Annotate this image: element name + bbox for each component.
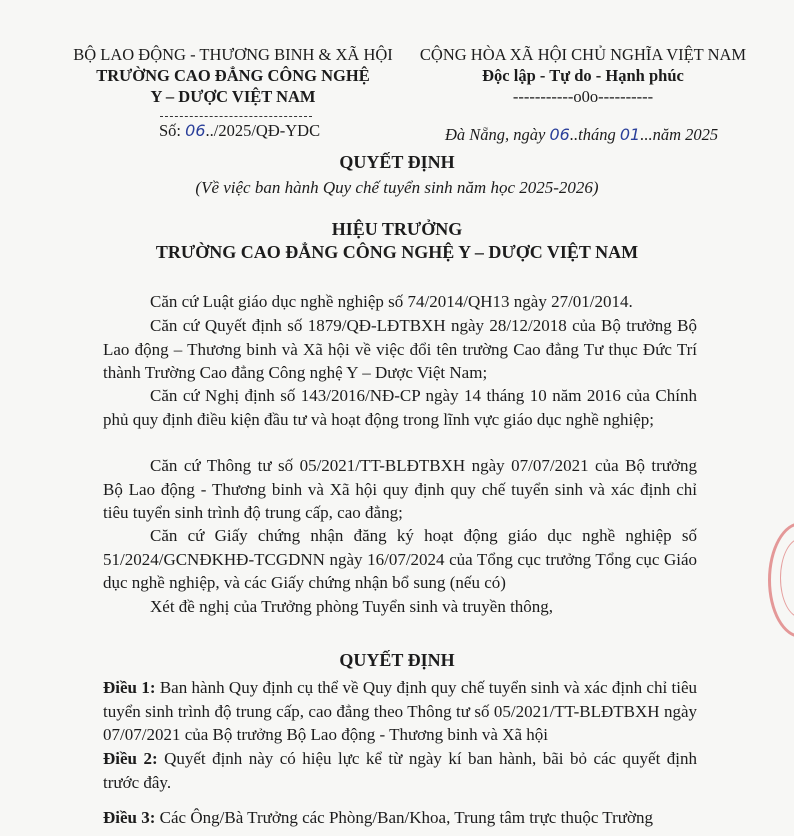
national-motto-block <box>398 44 768 107</box>
motto-divider: -----------o0o---------- <box>512 87 654 106</box>
basis-paragraph: Căn cứ Quyết định số 1879/QĐ-LĐTBXH ngày 28/12/2018 của Bộ trưởng Bộ Lao động – Thương binh và Xã hội về việc đổi tên trường Cao đẳng Tư thục Đức Trí thành Trường Cao đẳng Công nghệ Y – Dược Việt Nam; <box>103 316 697 382</box>
basis-paragraph: Căn cứ Luật giáo dục nghề nghiệp số 74/2014/QH13 ngày 27/01/2014. <box>150 292 633 311</box>
authority-school: TRƯỜNG CAO ĐẲNG CÔNG NGHỆ Y – DƯỢC VIỆT NAM <box>155 242 639 262</box>
school-name-line2: Y – DƯỢC VIỆT NAM <box>150 87 316 106</box>
issuer-block <box>68 44 398 107</box>
article-text: Ban hành Quy định cụ thể về Quy định quy chế tuyển sinh và xác định chỉ tiêu tuyển sinh trình độ trung cấp, cao đẳng theo Thông tư số 05/2021/TT-BLĐTBXH ngày 07/07/2021 của Bộ trưởng Bộ Lao động - Thương binh và Xã hội <box>103 678 697 744</box>
article-label: Điều 1: <box>103 678 156 697</box>
issue-date: Đà Nẵng, ngày 06..tháng 01...năm 2025 <box>445 125 719 144</box>
article-label: Điều 2: <box>103 749 158 768</box>
article-text: Các Ông/Bà Trưởng các Phòng/Ban/Khoa, Trung tâm trực thuộc Trường <box>155 808 653 827</box>
basis-paragraph: Xét đề nghị của Trưởng phòng Tuyển sinh và truyền thông, <box>150 597 554 616</box>
handwritten-day: 06 <box>549 125 570 144</box>
decision-title: QUYẾT ĐỊNH <box>339 152 455 172</box>
school-name-line1: TRƯỜNG CAO ĐẲNG CÔNG NGHỆ <box>96 66 370 85</box>
authority-title: HIỆU TRƯỞNG <box>331 219 463 239</box>
article-text: Quyết định này có hiệu lực kể từ ngày kí ban hành, bãi bỏ các quyết định trước đây. <box>103 749 697 792</box>
ministry-name: BỘ LAO ĐỘNG - THƯƠNG BINH & XÃ HỘI <box>73 45 393 64</box>
basis-paragraph: Căn cứ Giấy chứng nhận đăng ký hoạt động giáo dục nghề nghiệp số 51/2024/GCNĐKHĐ-TCGDNN ngày 16/07/2024 của Tổng cục trưởng Tổng cục Giáo dục nghề nghiệp, và các Giấy chứng nhận bổ sung (nếu có) <box>103 526 697 592</box>
handwritten-month: 01 <box>619 125 641 144</box>
handwritten-number: 06 <box>185 121 206 140</box>
article-2 <box>103 747 697 794</box>
decision-subtitle: (Về việc ban hành Quy chế tuyển sinh năm học 2025-2026) <box>195 178 599 197</box>
decision-section-title: QUYẾT ĐỊNH <box>339 650 455 670</box>
article-1 <box>103 676 697 747</box>
motto: Độc lập - Tự do - Hạnh phúc <box>482 66 684 85</box>
basis-paragraph: Căn cứ Nghị định số 143/2016/NĐ-CP ngày 14 tháng 10 năm 2016 của Chính phủ quy định điều kiện đầu tư và hoạt động trong lĩnh vực giáo dục nghề nghiệp; <box>103 386 697 429</box>
article-label: Điều 3: <box>103 808 156 827</box>
document-number: Số: 06../2025/QĐ-YDC <box>159 121 321 140</box>
issuer-underline <box>160 116 312 117</box>
country-name: CỘNG HÒA XÃ HỘI CHỦ NGHĨA VIỆT NAM <box>419 45 747 64</box>
article-3 <box>103 806 697 830</box>
basis-paragraph: Căn cứ Thông tư số 05/2021/TT-BLĐTBXH ngày 07/07/2021 của Bộ trưởng Bộ Lao động - Thương binh và Xã hội quy định quy chế tuyển sinh và xác định chỉ tiêu tuyển sinh trình độ trung cấp, cao đẳng; <box>103 456 697 522</box>
